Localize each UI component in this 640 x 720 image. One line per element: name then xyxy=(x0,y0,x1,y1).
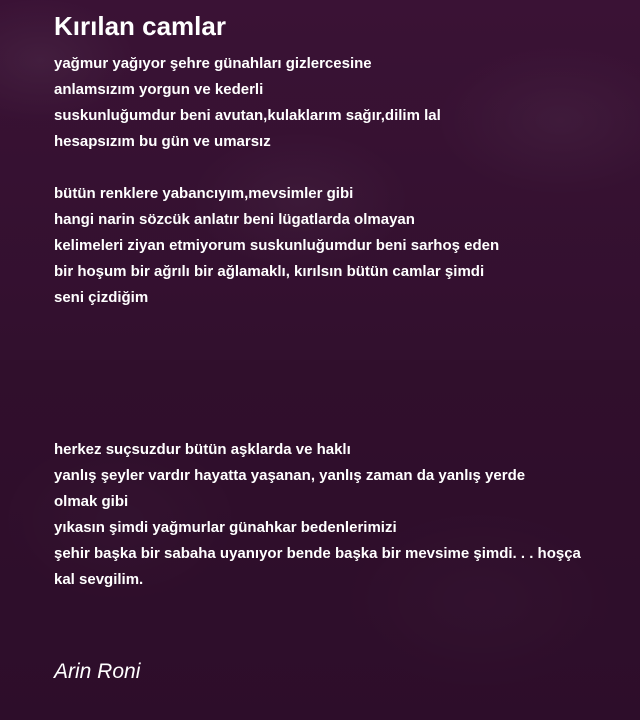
stanza-3 xyxy=(54,437,581,593)
poem-line: kal sevgilim. xyxy=(54,571,144,588)
poem-line: suskunluğumdur beni avutan,kulaklarım sağır,dilim lal xyxy=(54,107,441,124)
poem-line: hangi narin sözcük anlatır beni lügatlarda olmayan xyxy=(54,211,415,228)
poem-line: hesapsızım bu gün ve umarsız xyxy=(54,133,271,150)
poem-line: bir hoşum bir ağrılı bir ağlamaklı, kırılsın bütün camlar şimdi xyxy=(54,263,485,280)
poem-line: yağmur yağıyor şehre günahları gizlercesine xyxy=(54,55,372,72)
poem-line: bütün renklere yabancıyım,mevsimler gibi xyxy=(54,185,354,202)
poem-line: herkez suçsuzdur bütün aşklarda ve haklı xyxy=(54,441,351,458)
poem-line: yanlış şeyler vardır hayatta yaşanan, yanlış zaman da yanlış yerde xyxy=(54,467,526,484)
poem-line: seni çizdiğim xyxy=(54,289,149,306)
stanza-1 xyxy=(54,51,441,155)
poem-line: olmak gibi xyxy=(54,493,129,510)
author-name: Arin Roni xyxy=(54,660,141,683)
poem-line: anlamsızım yorgun ve kederli xyxy=(54,81,264,98)
stanza-2 xyxy=(54,181,499,311)
poem-line: kelimeleri ziyan etmiyorum suskunluğumdur beni sarhoş eden xyxy=(54,237,500,254)
poem-line: şehir başka bir sabaha uyanıyor bende başka bir mevsime şimdi. . . hoşça xyxy=(54,545,581,562)
poem-line: yıkasın şimdi yağmurlar günahkar bedenlerimizi xyxy=(54,519,397,536)
poem-title: Kırılan camlar xyxy=(54,11,226,41)
